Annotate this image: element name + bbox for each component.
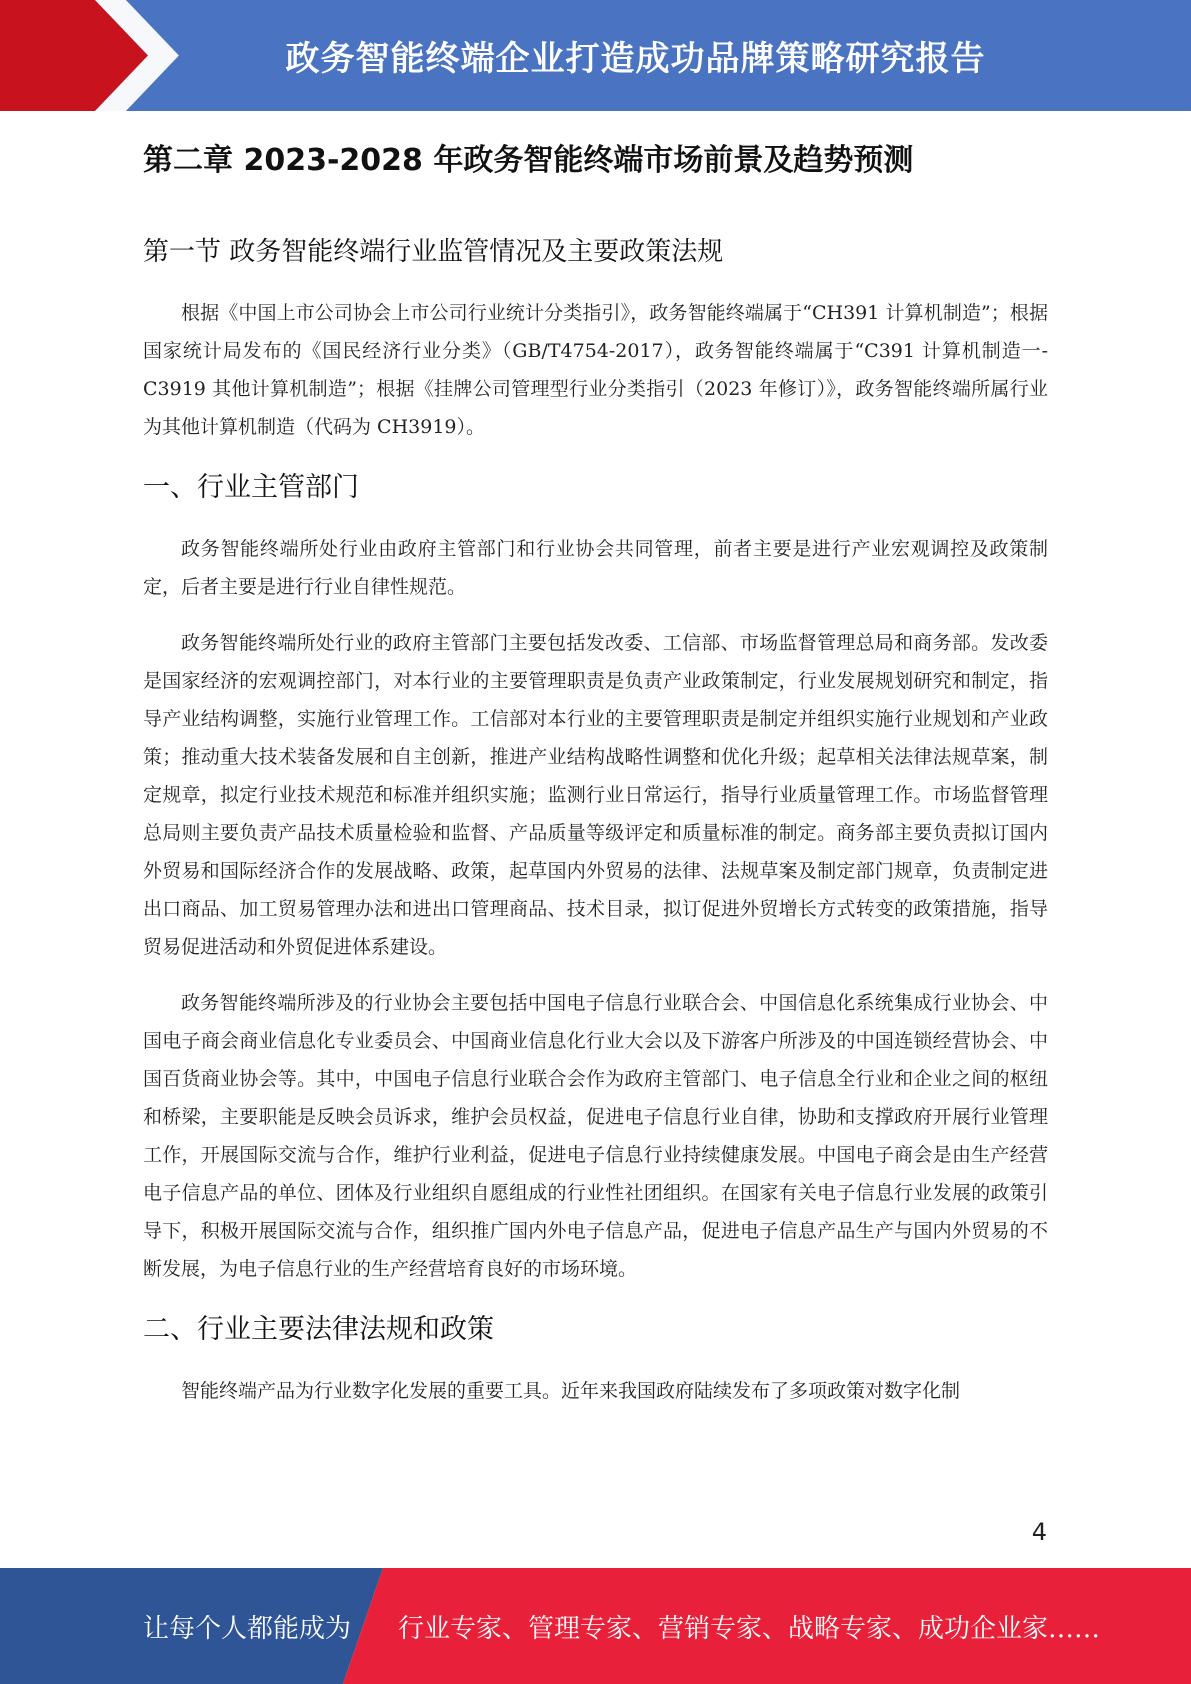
- report-title: 政务智能终端企业打造成功品牌策略研究报告: [285, 39, 986, 79]
- footer-banner: [0, 1568, 1191, 1684]
- page-number: 4: [1031, 1518, 1047, 1546]
- paragraph-authorities-detail: 政务智能终端所处行业的政府主管部门主要包括发改委、工信部、市场监督管理总局和商务部。发改委是国家经济的宏观调控部门，对本行业的主要管理职责是负责产业政策制定，行业发展规划研究和制定，指导产业结构调整，实施行业管理工作。工信部对本行业的主要管理职责是制定并组织实施行业规划和产业政策；推动重大技术装备发展和自主创新，推进产业结构战略性调整和优化升级；起草相关法律法规草案，制定规章，拟定行业技术规范和标准并组织实施；监测行业日常运行，指导行业质量管理工作。市场监督管理总局则主要负责产品技术质量检验和监督、产品质量等级评定和质量标准的制定。商务部主要负责拟订国内外贸易和国际经济合作的发展战略、政策，起草国内外贸易的法律、法规草案及制定部门规章，负责制定进出口商品、加工贸易管理办法和进出口管理商品、技术目录，拟订促进外贸增长方式转变的政策措施，指导贸易促进活动和外贸促进体系建设。: [143, 632, 1048, 958]
- page-content: [143, 140, 1048, 1410]
- header-banner: [0, 0, 1191, 111]
- footer-slogan-right: 行业专家、管理专家、营销专家、战略专家、成功企业家……: [398, 1613, 1101, 1644]
- footer-slogan-left: 让每个人都能成为: [143, 1613, 352, 1644]
- subheading-laws-policies: 二、行业主要法律法规和政策: [143, 1314, 494, 1345]
- paragraph-associations: 政务智能终端所涉及的行业协会主要包括中国电子信息行业联合会、中国信息化系统集成行业协会、中国电子商会商业信息化专业委员会、中国商业信息化行业大会以及下游客户所涉及的中国连锁经营协会、中国百货商业协会等。其中，中国电子信息行业联合会作为政府主管部门、电子信息全行业和企业之间的枢纽和桥梁，主要职能是反映会员诉求，维护会员权益，促进电子信息行业自律，协助和支撑政府开展行业管理工作，开展国际交流与合作，维护行业利益，促进电子信息行业持续健康发展。中国电子商会是由生产经营电子信息产品的单位、团体及行业组织自愿组成的行业性社团组织。在国家有关电子信息行业发展的政策引导下，积极开展国际交流与合作，组织推广国内外电子信息产品，促进电子信息产品生产与国内外贸易的不断发展，为电子信息行业的生产经营培育良好的市场环境。: [143, 992, 1048, 1280]
- chapter-title: 第二章 2023-2028 年政务智能终端市场前景及趋势预测: [143, 143, 914, 178]
- paragraph-classification: 根据《中国上市公司协会上市公司行业统计分类指引》，政务智能终端属于“CH391 计算机制造”；根据国家统计局发布的《国民经济行业分类》（GB/T4754-2017），政务智能终端属于“C391 计算机制造一-C3919 其他计算机制造”；根据《挂牌公司管理型行业分类指引（2023 年修订）》，政务智能终端所属行业为其他计算机制造（代码为 CH3919）。: [143, 302, 1048, 438]
- paragraph-laws-intro: 智能终端产品为行业数字化发展的重要工具。近年来我国政府陆续发布了多项政策对数字化制: [181, 1380, 961, 1402]
- paragraph-management: 政务智能终端所处行业由政府主管部门和行业协会共同管理，前者主要是进行产业宏观调控及政策制定，后者主要是进行行业自律性规范。: [143, 538, 1048, 598]
- section-title: 第一节 政务智能终端行业监管情况及主要政策法规: [143, 237, 724, 267]
- subheading-authorities: 一、行业主管部门: [143, 472, 359, 503]
